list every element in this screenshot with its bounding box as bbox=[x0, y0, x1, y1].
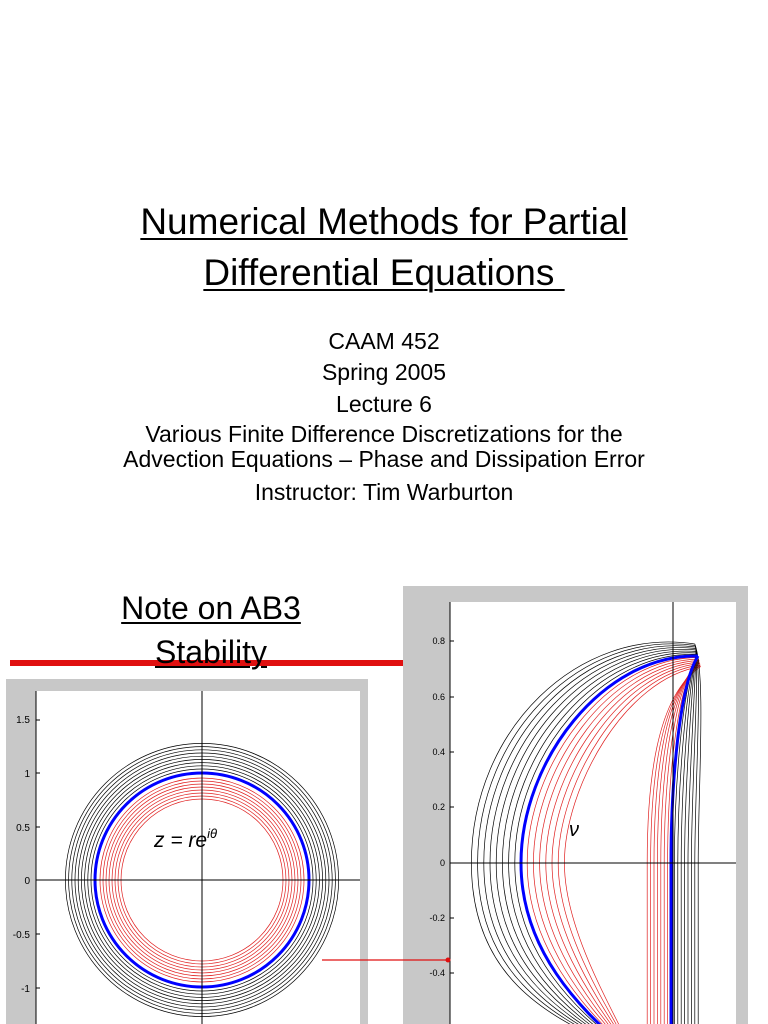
right-y-tick: 0.4 bbox=[432, 747, 445, 757]
note-line-1: Note on AB3 bbox=[121, 590, 301, 626]
note-heading bbox=[56, 586, 366, 674]
term: Spring 2005 bbox=[321, 359, 447, 385]
course-code: CAAM 452 bbox=[328, 328, 440, 354]
right-y-tick: 0.2 bbox=[432, 802, 445, 812]
left-y-tick: 0 bbox=[24, 876, 30, 887]
right-y-tick: 0 bbox=[439, 858, 445, 868]
title-line-2: Differential Equations bbox=[203, 252, 565, 293]
left-plot-area bbox=[36, 691, 360, 1024]
note-line-2: Stability bbox=[154, 634, 268, 670]
left-y-tick: -0.5 bbox=[12, 930, 30, 941]
topic-line-1: Various Finite Difference Discretizations for the bbox=[145, 421, 623, 447]
right-plot-panel bbox=[403, 586, 748, 1024]
lecture-number: Lecture 6 bbox=[336, 391, 432, 417]
left-y-tick: -1 bbox=[21, 984, 30, 995]
right-y-tick: -0.4 bbox=[429, 968, 445, 978]
instructor: Instructor: Tim Warburton bbox=[254, 479, 514, 505]
right-y-tick: 0.6 bbox=[432, 692, 445, 702]
nu-symbol: ν bbox=[569, 819, 579, 841]
formula-base: z = re bbox=[154, 829, 208, 852]
title-line-1: Numerical Methods for Partial bbox=[140, 201, 628, 242]
right-y-tick: 0.8 bbox=[432, 636, 445, 646]
left-y-tick: 1 bbox=[24, 769, 30, 780]
left-y-tick: 1.5 bbox=[16, 715, 30, 726]
right-y-tick: -0.2 bbox=[429, 913, 445, 923]
topic-line-2: Advection Equations – Phase and Dissipation Error bbox=[123, 446, 645, 472]
slide-title bbox=[0, 196, 768, 298]
left-plot-panel bbox=[6, 679, 368, 1024]
formula-exponent: iθ bbox=[207, 826, 218, 841]
left-plot bbox=[6, 679, 368, 1024]
right-plot bbox=[403, 586, 748, 1024]
left-y-tick: 0.5 bbox=[16, 823, 30, 834]
